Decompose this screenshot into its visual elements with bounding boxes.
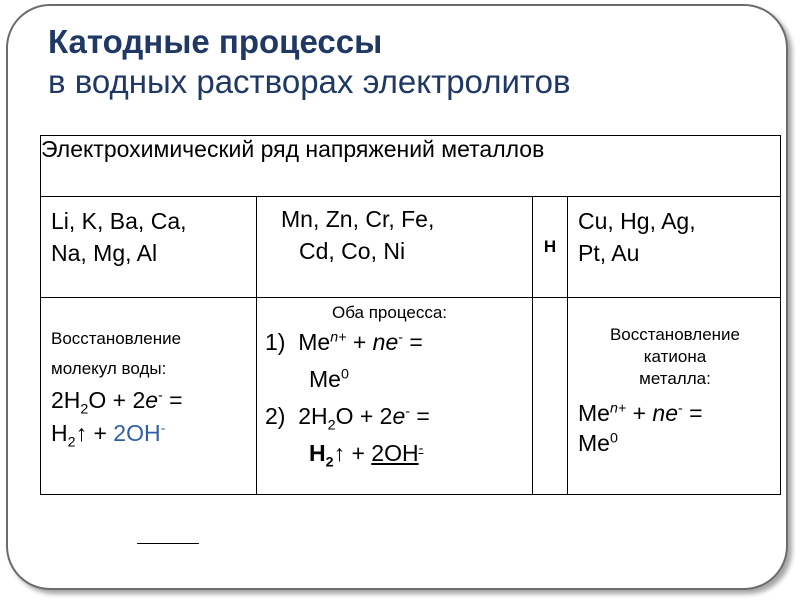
- hydroxide-underlined: 2OH: [371, 440, 419, 466]
- water-caption-line1: Восстановление: [51, 329, 182, 348]
- eq-text: ↑ +: [75, 420, 114, 446]
- metals-group-active-line1: Li, K, Ba, Ca,: [51, 208, 187, 234]
- eq-text: =: [403, 329, 423, 355]
- both-item-2: [265, 398, 532, 435]
- eq-electron: ne: [372, 329, 399, 355]
- metals-group-noble: [568, 197, 781, 298]
- list-number: 1): [265, 329, 286, 355]
- table-header-text: Электрохимический ряд напряжений металлов: [41, 136, 545, 162]
- slide-title: [48, 22, 571, 102]
- eq-superscript: n+: [330, 329, 347, 346]
- eq-text: 2H: [51, 387, 81, 413]
- hydrogen-cell: [533, 197, 568, 298]
- metals-group-medium-line1: Mn, Zn, Cr, Fe,: [281, 206, 435, 232]
- cation-caption-line3: металла:: [639, 369, 711, 388]
- eq-electron: e: [145, 387, 159, 413]
- eq-electron: ne: [652, 400, 679, 426]
- eq-text: ↑: [333, 440, 346, 466]
- eq-text: O + 2: [335, 403, 393, 429]
- eq-text: =: [410, 403, 430, 429]
- decorative-underline: [137, 543, 199, 544]
- title-line-2: в водных растворах электролитов: [48, 63, 571, 100]
- metals-group-active: [41, 197, 257, 298]
- cation-equation: [578, 398, 772, 458]
- eq-superscript: -: [160, 420, 166, 437]
- eq-superscript: -: [398, 329, 403, 346]
- processes-row: [41, 298, 781, 495]
- eq-superscript: -: [418, 440, 424, 457]
- water-caption-line2: молекул воды:: [51, 359, 167, 378]
- eq-electron: e: [392, 403, 406, 429]
- eq-subscript: 2: [327, 417, 336, 434]
- eq-text: H: [309, 440, 326, 466]
- hydroxide-highlight: 2OH: [113, 420, 161, 446]
- both-item-1-result: [265, 361, 532, 398]
- eq-text: +: [346, 329, 373, 355]
- eq-text: =: [162, 387, 183, 413]
- electrochemical-series-table: [40, 135, 781, 495]
- hydrogen-label: H: [543, 237, 557, 256]
- eq-superscript: -: [158, 387, 163, 404]
- eq-text: H: [51, 420, 68, 446]
- metals-group-noble-line2: Pt, Au: [578, 240, 640, 266]
- both-caption: Оба процесса:: [331, 303, 448, 322]
- hydrogen-process-cell: [533, 298, 568, 495]
- table-header-cell: [41, 136, 781, 197]
- eq-superscript: n+: [609, 400, 627, 417]
- eq-superscript: 0: [609, 430, 618, 447]
- metals-group-medium: [257, 197, 533, 298]
- eq-superscript: 0: [340, 366, 349, 383]
- cation-caption-line1: Восстановление: [609, 325, 741, 344]
- eq-subscript: 2: [80, 401, 89, 418]
- metals-group-noble-line1: Cu, Hg, Ag,: [578, 208, 696, 234]
- metals-row: [41, 197, 781, 298]
- both-item-1: [265, 324, 532, 361]
- list-number: 2): [265, 403, 286, 429]
- eq-text: +: [345, 440, 372, 466]
- process-water-reduction: [41, 298, 257, 495]
- process-cation-reduction: [568, 298, 781, 495]
- eq-superscript: -: [405, 403, 411, 420]
- eq-text: Me: [309, 366, 341, 392]
- metals-group-medium-line2: Cd, Co, Ni: [299, 238, 406, 264]
- eq-text: O + 2: [88, 387, 146, 413]
- process-both: [257, 298, 533, 495]
- table-header-row: [41, 136, 781, 197]
- cation-caption-line2: катиона: [643, 347, 707, 366]
- eq-text: Me: [578, 400, 610, 426]
- eq-subscript: 2: [325, 454, 334, 471]
- eq-subscript: 2: [67, 434, 76, 451]
- eq-superscript: -: [678, 400, 683, 417]
- eq-text: 2H: [298, 403, 328, 429]
- water-equation: [51, 384, 256, 450]
- eq-text: Me: [578, 430, 610, 456]
- both-item-2-result: [265, 435, 532, 472]
- eq-text: Me: [298, 329, 331, 355]
- metals-group-active-line2: Na, Mg, Al: [51, 240, 158, 266]
- title-line-1: Катодные процессы: [48, 23, 383, 60]
- eq-text: +: [626, 400, 653, 426]
- eq-text: =: [682, 400, 703, 426]
